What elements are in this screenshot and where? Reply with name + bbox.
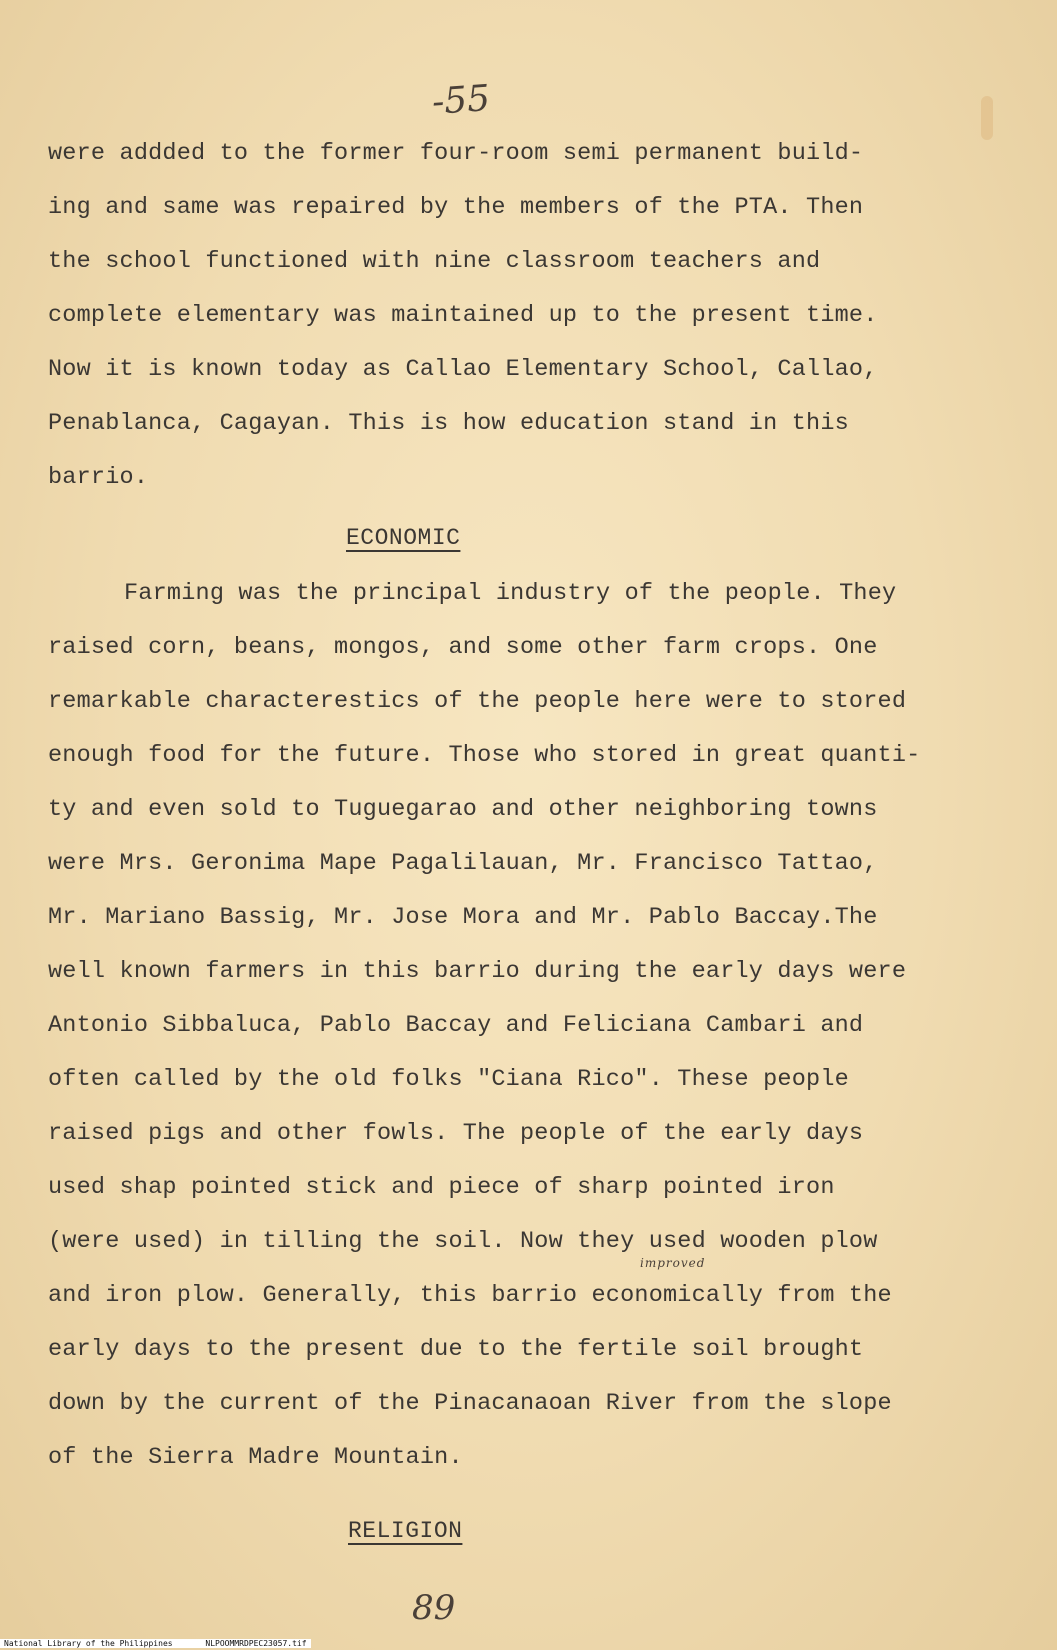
text-line: often called by the old folks "Ciana Rico". These people	[48, 1066, 849, 1093]
heading-religion: RELIGION	[348, 1518, 463, 1544]
text-line: of the Sierra Madre Mountain.	[48, 1444, 463, 1471]
text-line: Now it is known today as Callao Elementary School, Callao,	[48, 356, 878, 383]
heading-economic: ECONOMIC	[346, 525, 461, 551]
handwritten-initials: 89	[412, 1588, 456, 1628]
text-line: Antonio Sibbaluca, Pablo Baccay and Feliciana Cambari and	[48, 1012, 864, 1039]
text-line: the school functioned with nine classroom teachers and	[48, 248, 821, 275]
text-line: Penablanca, Cagayan. This is how education stand in this	[48, 410, 849, 437]
text-line: Mr. Mariano Bassig, Mr. Jose Mora and Mr. Pablo Baccay.The	[48, 904, 878, 931]
text-line: used shap pointed stick and piece of sharp pointed iron	[48, 1174, 835, 1201]
text-line: barrio.	[48, 464, 149, 491]
text-line: and iron plow. Generally, this barrio economically from the	[48, 1282, 892, 1309]
text-line: down by the current of the Pinacanaoan River from the slope	[48, 1390, 892, 1417]
paragraph-economic	[48, 567, 1018, 1485]
text-line: well known farmers in this barrio during the early days were	[48, 958, 907, 985]
paragraph-education	[48, 127, 1018, 505]
text-line: early days to the present due to the fertile soil brought	[48, 1336, 864, 1363]
text-line: (were used) in tilling the soil. Now they used wooden plow	[48, 1228, 878, 1255]
text-line: raised corn, beans, mongos, and some other farm crops. One	[48, 634, 878, 661]
footer-library: National Library of the Philippines	[4, 1639, 173, 1648]
page-number: -55	[430, 78, 492, 123]
text-line: were addded to the former four-room semi permanent build-	[48, 140, 864, 167]
scan-footer	[0, 1639, 311, 1648]
text-line: complete elementary was maintained up to the present time.	[48, 302, 878, 329]
footer-filename: NLPOOMMRDPEC23057.tif	[205, 1639, 307, 1648]
handwritten-insertion: improved	[640, 1256, 706, 1270]
text-line: were Mrs. Geronima Mape Pagalilauan, Mr. Francisco Tattao,	[48, 850, 878, 877]
text-line: ing and same was repaired by the members of the PTA. Then	[48, 194, 864, 221]
text-line: remarkable characterestics of the people here were to stored	[48, 688, 907, 715]
text-line: raised pigs and other fowls. The people of the early days	[48, 1120, 864, 1147]
text-line: Farming was the principal industry of the people. They	[124, 580, 897, 607]
text-line: ty and even sold to Tuguegarao and other neighboring towns	[48, 796, 878, 823]
text-line: enough food for the future. Those who stored in great quanti-	[48, 742, 921, 769]
